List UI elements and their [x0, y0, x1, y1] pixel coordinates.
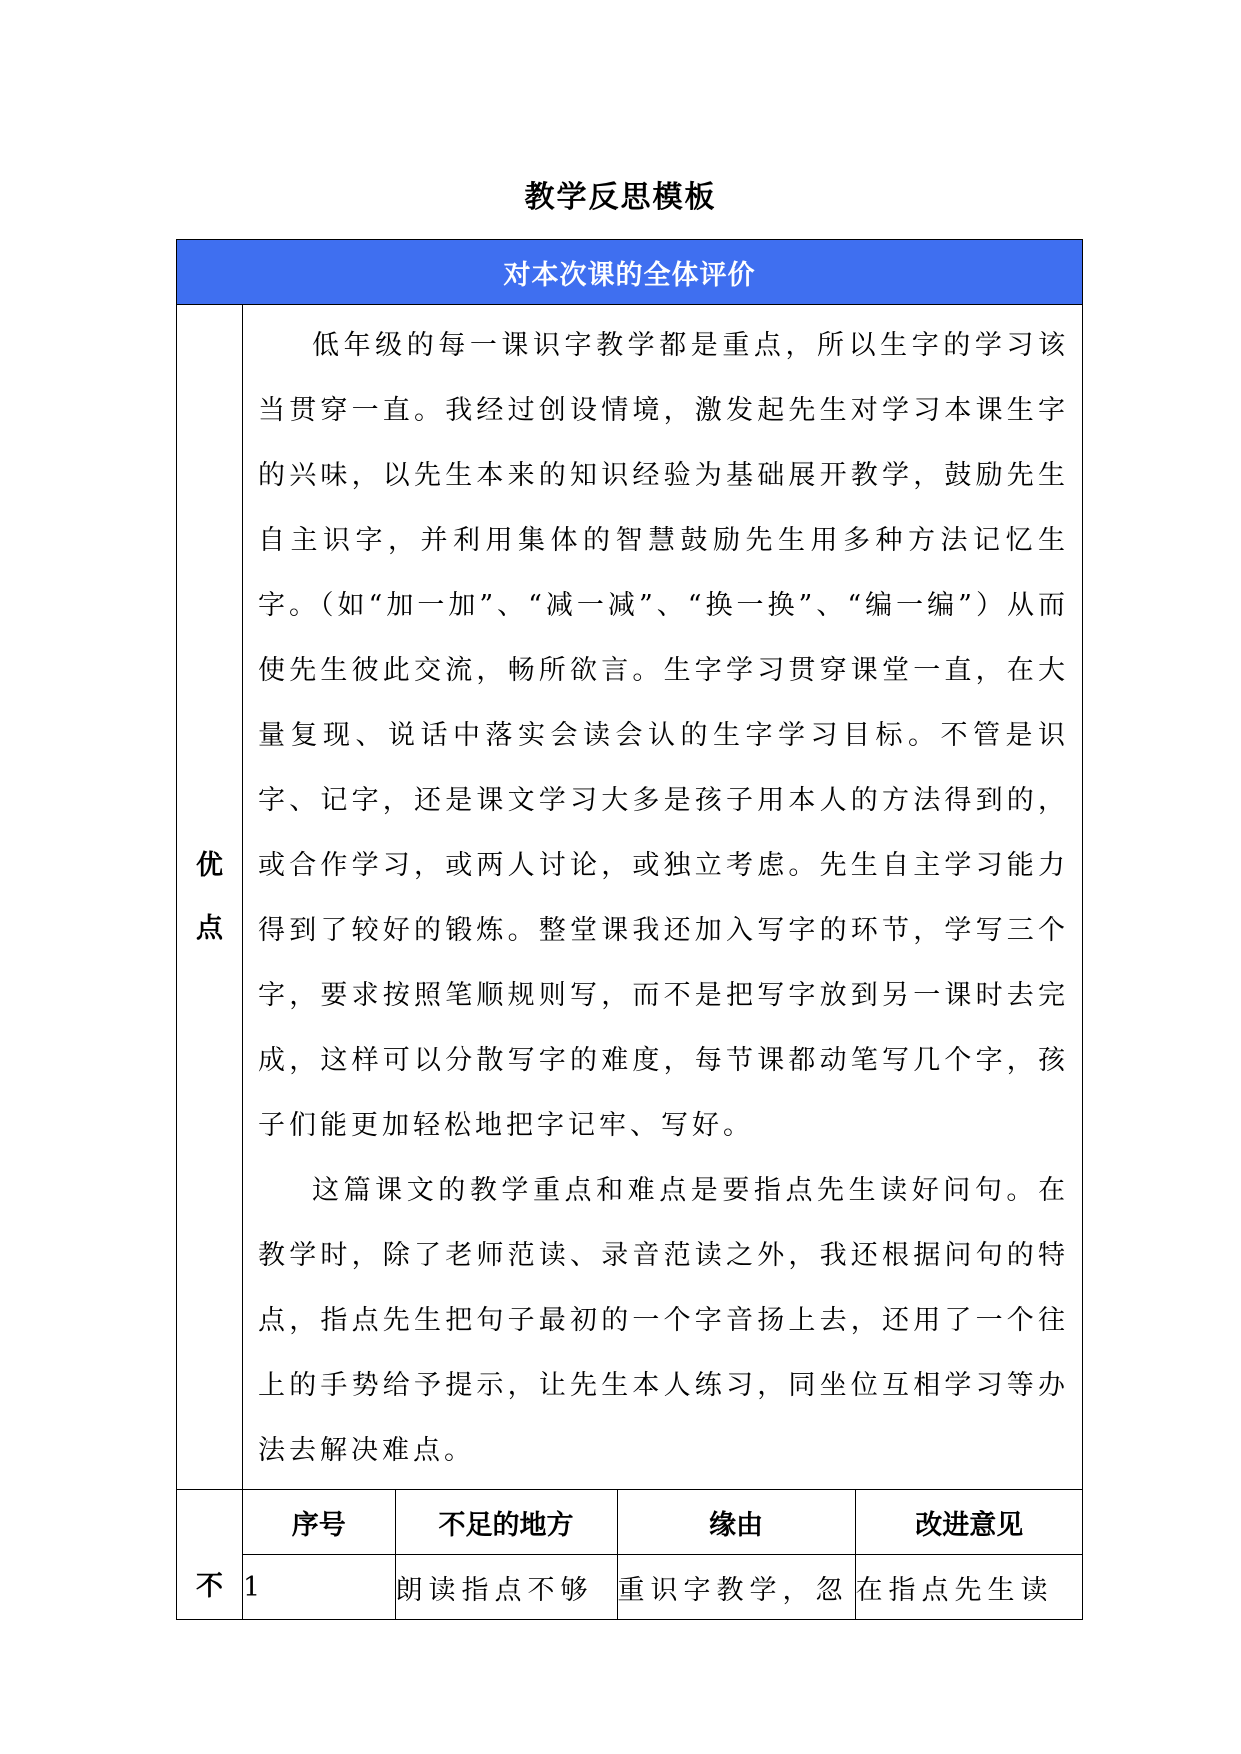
strengths-label-char-2: 点: [196, 913, 223, 944]
strengths-label-char-1: 优: [196, 850, 223, 881]
column-header-shortcoming: 不足的地方: [395, 1490, 617, 1555]
row-index: 1: [243, 1555, 395, 1620]
column-header-reason: 缘由: [617, 1490, 855, 1555]
weaknesses-label: 不: [177, 1490, 243, 1620]
strengths-content: [243, 305, 1083, 1490]
table-header: 对本次课的全体评价: [177, 240, 1083, 305]
column-header-index: 序号: [243, 1490, 395, 1555]
weaknesses-header-row: [243, 1490, 1083, 1555]
row-improvement: 在指点先生读: [855, 1555, 1083, 1620]
row-shortcoming: 朗读指点不够: [395, 1555, 617, 1620]
reflection-table: [176, 239, 1083, 1620]
strengths-paragraph-2: 这篇课文的教学重点和难点是要指点先生读好问句。在教学时，除了老师范读、录音范读之外，我还根据问句的特点，指点先生把句子最初的一个字音扬上去，还用了一个往上的手势给予提示，让先生本人练习，同坐位互相学习等办法去解决难点。: [258, 1175, 1069, 1466]
column-header-improvement: 改进意见: [855, 1490, 1083, 1555]
weaknesses-table: [243, 1490, 1083, 1619]
weaknesses-content: [243, 1490, 1083, 1620]
row-reason: 重识字教学，忽: [617, 1555, 855, 1620]
page-title: 教学反思模板: [524, 180, 717, 215]
strengths-label: [177, 305, 243, 1490]
table-row: [243, 1555, 1083, 1620]
strengths-paragraph-1: 低年级的每一课识字教学都是重点，所以生字的学习该当贯穿一直。我经过创设情境，激发起先生对学习本课生字的兴味，以先生本来的知识经验为基础展开教学，鼓励先生自主识字，并利用集体的智慧鼓励先生用多种方法记忆生字。（如“加一加”、“减一减”、“换一换”、“编一编”）从而使先生彼此交流，畅所欲言。生字学习贯穿课堂一直，在大量复现、说话中落实会读会认的生字学习目标。不管是识字、记字，还是课文学习大多是孩子用本人的方法得到的，或合作学习，或两人讨论，或独立考虑。先生自主学习能力得到了较好的锻炼。整堂课我还加入写字的环节，学写三个字，要求按照笔顺规则写，而不是把写字放到另一课时去完成，这样可以分散写字的难度，每节课都动笔写几个字，孩子们能更加轻松地把字记牢、写好。: [258, 330, 1069, 1141]
